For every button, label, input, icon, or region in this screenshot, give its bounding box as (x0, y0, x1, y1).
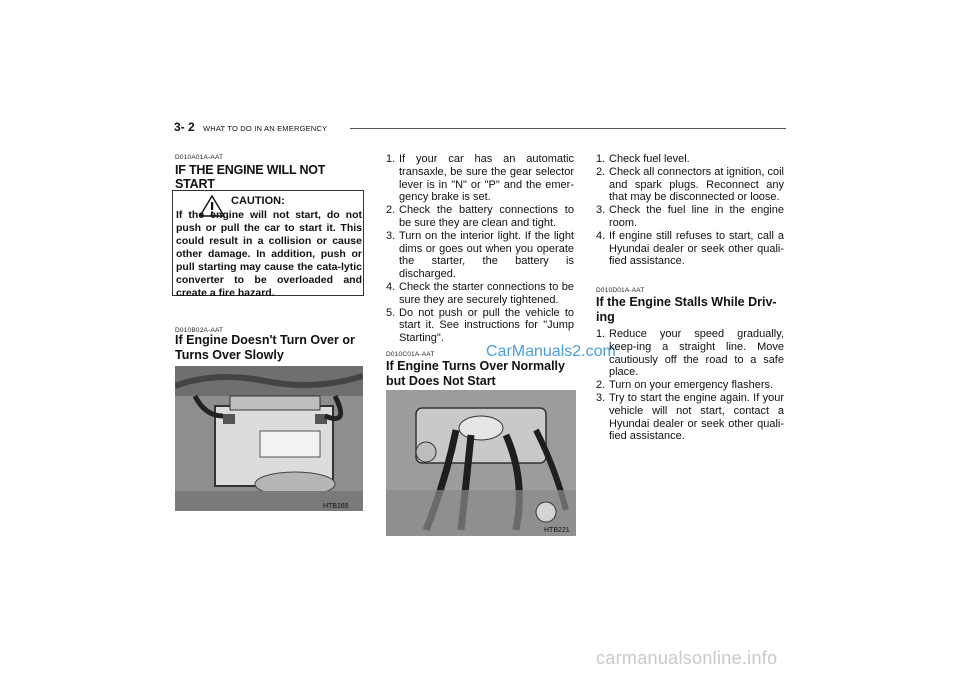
list-item: 1. Check fuel level. (596, 153, 690, 165)
subsection-code: D010C01A-AAT (386, 351, 435, 358)
section-heading: IF THE ENGINE WILL NOT START (175, 163, 326, 191)
subsection-code: D010D01A-AAT (596, 287, 645, 294)
caution-text: If the engine will not start, do not push or pull the car to start it. This could result in a collision or cause other damage. In addition, push or pull starting may cause the cata-lytic converter to be overloaded and create a fire hazard. (176, 209, 362, 299)
section-title: WHAT TO DO IN AN EMERGENCY (203, 124, 328, 133)
caution-box (172, 190, 364, 299)
list-item: 2. Check all connectors at ignition, coil and spark plugs. Reconnect any that may be disconnected or loose. (596, 165, 784, 204)
watermark-overlay: CarManuals2.com (486, 343, 616, 360)
list-item: 4. Check the starter connections to be sure they are securely tightened. (386, 280, 574, 306)
list-item: 1. Reduce your speed gradually, keep-ing a straight line. Move cautiously off the road to a safe place. (596, 328, 784, 379)
photo-code-label: HTB221 (544, 527, 570, 534)
footer-watermark: carmanualsonline.info (596, 648, 778, 668)
battery-photo (175, 366, 363, 511)
subsection-heading: If Engine Turns Over Normally but Does Not Start (386, 359, 565, 388)
list-item: 1. If your car has an automatic transaxle, be sure the gear selector lever is in "N" or "P" and the emer-gency brake is set. (386, 153, 574, 204)
step-list (386, 153, 574, 345)
list-item: 5. Do not push or pull the vehicle to start it. See instructions for "Jump Starting". (386, 306, 574, 345)
subsection-code: D010B02A-AAT (175, 327, 224, 334)
subsection-heading: If the Engine Stalls While Driv-ing (596, 295, 777, 324)
step-list (596, 153, 784, 268)
step-list (596, 328, 784, 443)
list-item: 2. Check the battery connections to be sure they are clean and tight. (386, 204, 574, 229)
page-number: 3- 2 (174, 120, 195, 134)
list-item: 2. Turn on your emergency flashers. (596, 379, 774, 392)
list-item: 3. Check the fuel line in the engine room. (596, 204, 784, 229)
section-code: D010A01A-AAT (175, 154, 224, 161)
header-rule (350, 128, 786, 129)
caution-title: CAUTION: (231, 195, 285, 207)
list-item: 4. If engine still refuses to start, call a Hyundai dealer or seek other quali-fied assistance. (596, 229, 784, 268)
list-item: 3. Turn on the interior light. If the light dims or goes out when you operate the starter, the battery is discharged. (386, 229, 574, 281)
engine-photo (386, 390, 576, 536)
list-item: 3. Try to start the engine again. If your vehicle will not start, contact a Hyundai dealer or seek other quali-fied assistance. (596, 391, 784, 443)
subsection-heading: If Engine Doesn't Turn Over or Turns Over Slowly (175, 333, 355, 362)
photo-code-label: HTB165 (323, 503, 349, 510)
